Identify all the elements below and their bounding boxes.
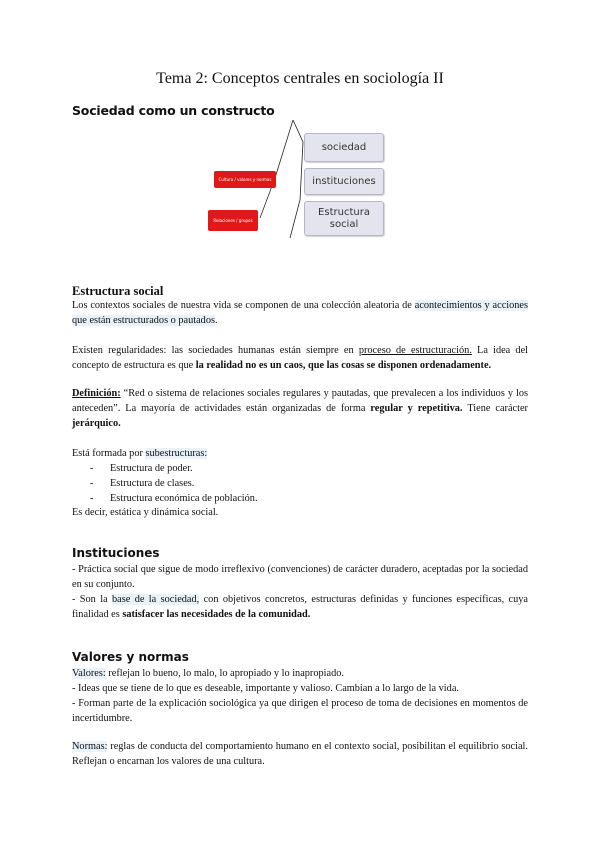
paragraph-valores: Valores: reflejan lo bueno, lo malo, lo apropiado y lo inapropiado. — [72, 668, 344, 679]
list-item: - Estructura económica de población. — [88, 491, 258, 506]
diagram-red-label-cultura: Cultura / valores y normas — [214, 171, 276, 188]
paragraph-regularidades: Existen regularidades: las sociedades humanas están siempre en proceso de estructuración. La idea del concepto de estructura es que la realidad no es un caos, que las cosas se disponen ordenadamente. — [72, 345, 528, 371]
heading-valores-normas: Valores y normas — [72, 650, 189, 664]
paragraph-base-sociedad: - Son la base de la sociedad, con objetivos concretos, estructuras definidas y funciones específicas, cuya finalidad es satisfacer las necesidades de la comunidad. — [72, 594, 528, 620]
heading-estructura-social: Estructura social — [72, 284, 164, 298]
paragraph-ideas: - Ideas que se tiene de lo que es deseable, importante y valioso. Cambian a lo largo de la vida. — [72, 683, 459, 694]
list-item: - Estructura de clases. — [88, 476, 258, 491]
list-item: - Estructura de poder. — [88, 461, 258, 476]
section-subtitle: Sociedad como un constructo — [72, 103, 275, 118]
paragraph-contextos: Los contextos sociales de nuestra vida se componen de una colección aleatoria de acontecimientos y acciones que están estructurados o pautados. — [72, 300, 529, 326]
paragraph-practica-social: - Práctica social que sigue de modo irreflexivo (convenciones) de carácter duradero, aceptadas por la sociedad en su conjunto. — [72, 564, 528, 590]
society-diagram — [200, 118, 400, 238]
paragraph-explicacion: - Forman parte de la explicación sociológica ya que dirigen el proceso de toma de decisiones en momentos de incertidumbre. — [72, 698, 528, 724]
page-title: Tema 2: Conceptos centrales en sociología II — [156, 70, 444, 87]
heading-instituciones: Instituciones — [72, 546, 160, 560]
paragraph-subestructuras: Está formada por subestructuras: — [72, 448, 208, 459]
diagram-connector-left — [275, 120, 293, 178]
diagram-box-estructura: Estructura social — [304, 201, 384, 236]
paragraph-definicion: Definición: “Red o sistema de relaciones sociales regulares y pautadas, que prevalecen a los individuos y los anteceden”. La mayoría de actividades están organizadas de forma regular y repetitiva. Tiene carácter jerárquico. — [72, 388, 528, 429]
diagram-red-label-relaciones: Relaciones / grupos — [208, 210, 258, 231]
diagram-box-instituciones: instituciones — [304, 168, 384, 195]
subestructuras-list — [88, 461, 258, 506]
paragraph-es-decir: Es decir, estática y dinámica social. — [72, 507, 219, 518]
paragraph-normas: Normas: reglas de conducta del comportamiento humano en el contexto social, posibilitan el equilibrio social. Reflejan o encarnan los valores de una cultura. — [72, 741, 528, 767]
diagram-box-sociedad: sociedad — [304, 133, 384, 162]
diagram-connector-right — [290, 120, 303, 238]
